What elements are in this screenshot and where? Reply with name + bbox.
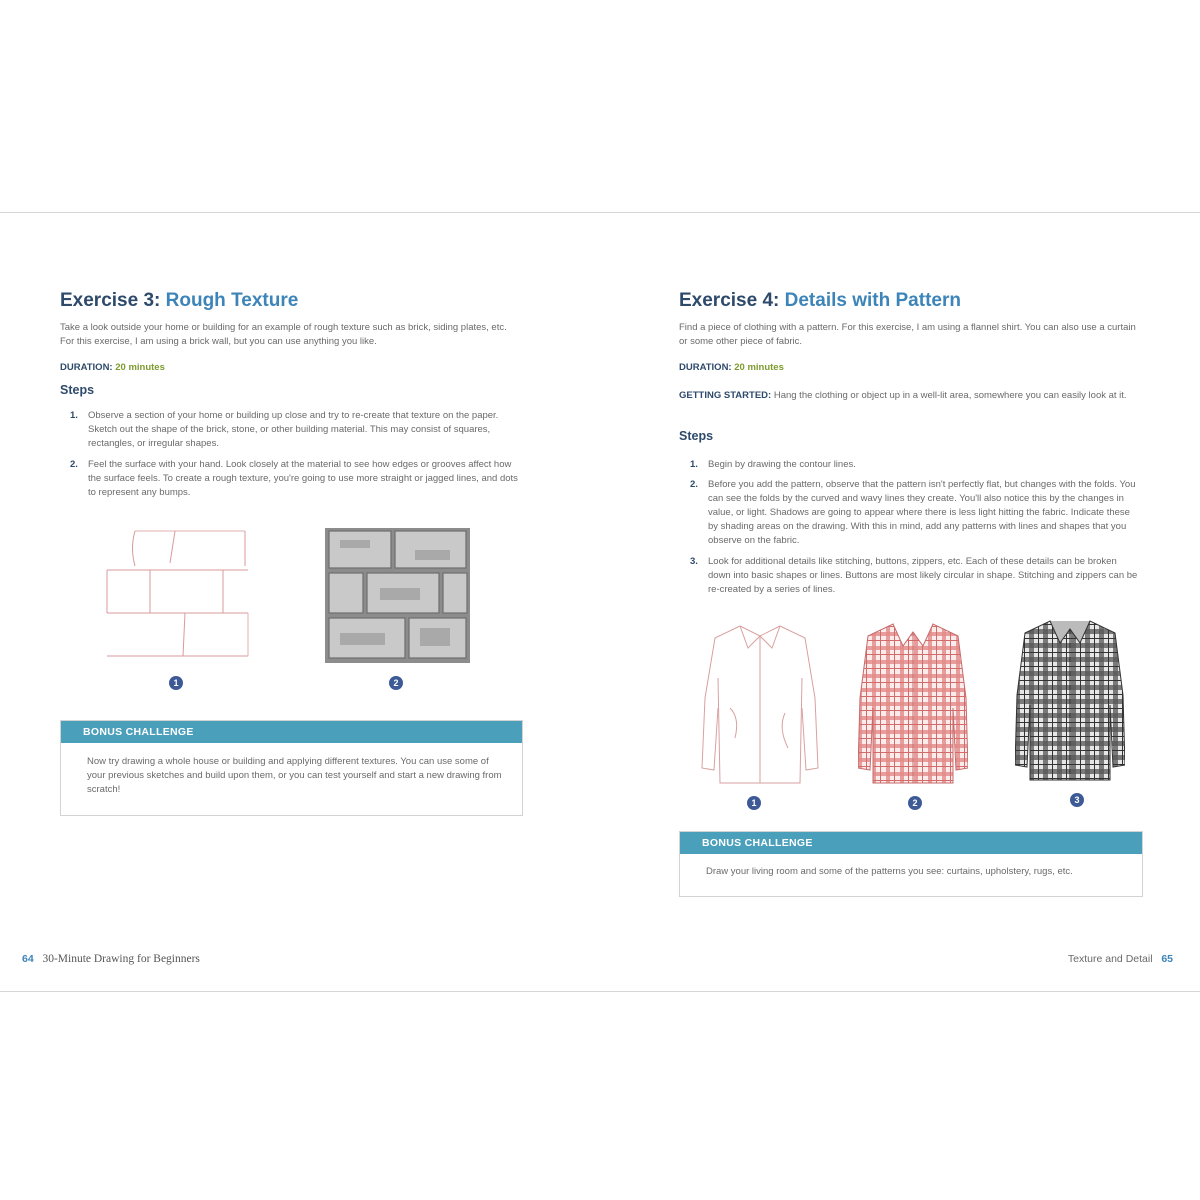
getting-started-label: GETTING STARTED: <box>679 390 772 401</box>
exercise-4-title <box>679 290 961 312</box>
bonus-challenge-text: Draw your living room and some of the patterns you see: curtains, upholstery, rugs, etc. <box>706 866 1073 877</box>
page-number-left: 64 <box>22 953 34 965</box>
exercise-4-intro: Find a piece of clothing with a pattern. For this exercise, I am using a flannel shirt. You can also use a curtain or some other piece of fabric. <box>679 322 1136 347</box>
page-number-right: 65 <box>1161 953 1173 965</box>
right-footer <box>1068 953 1173 965</box>
step-text: Observe a section of your home or building up close and try to re-create that texture on the paper. Sketch out the shape of the brick, stone, or other building material. This may consist of squares, rectangles, or irregular shapes. <box>88 410 499 449</box>
figure-badge-2: 2 <box>389 676 403 690</box>
bonus-challenge-title: BONUS CHALLENGE <box>61 721 522 743</box>
exercise-3-title <box>60 290 298 312</box>
right-page <box>600 213 1200 991</box>
exercise-4-duration <box>679 361 784 375</box>
exercise-4-prefix: Exercise 4: <box>679 290 780 311</box>
step-number: 2. <box>70 459 78 470</box>
duration-label: DURATION: <box>60 362 113 373</box>
bonus-challenge-box <box>60 720 523 816</box>
getting-started-text: Hang the clothing or object up in a well-lit area, somewhere you can easily look at it. <box>773 390 1127 401</box>
steps-heading: Steps <box>60 383 95 397</box>
duration-label: DURATION: <box>679 362 732 373</box>
step-item <box>690 555 1140 599</box>
step-item <box>690 478 1140 550</box>
shirt-red-plaid-drawing <box>858 618 968 790</box>
figure-badge-1: 1 <box>747 796 761 810</box>
bonus-challenge-box <box>679 831 1143 897</box>
steps-heading: Steps <box>679 429 714 443</box>
step-number: 1. <box>70 410 78 421</box>
brick-shaded-drawing <box>325 528 470 663</box>
exercise-3-prefix: Exercise 3: <box>60 290 161 311</box>
bonus-challenge-title: BONUS CHALLENGE <box>680 832 1142 854</box>
duration-value: 20 minutes <box>115 362 165 373</box>
getting-started <box>679 389 1141 403</box>
bonus-challenge-text: Now try drawing a whole house or building and applying different textures. You can use some of your previous sketches and build upon them, or you can test yourself and start a new drawing from scratch! <box>87 756 502 795</box>
left-page <box>0 213 600 991</box>
shirt-outline-sketch <box>700 618 820 793</box>
figure-badge-3: 3 <box>1070 793 1084 807</box>
step-text: Look for additional details like stitching, buttons, zippers, etc. Each of these details can be broken down into basic shapes or lines. Buttons are most likely circular in shape. Stitching and zippers can be re-created by a series of lines. <box>708 556 1138 595</box>
exercise-3-duration <box>60 361 165 375</box>
shirt-gray-plaid-drawing <box>1015 615 1125 787</box>
duration-value: 20 minutes <box>734 362 784 373</box>
step-number: 2. <box>690 479 698 490</box>
book-spread <box>0 212 1200 992</box>
step-item <box>70 458 518 502</box>
section-title: Texture and Detail <box>1067 953 1153 965</box>
brick-outline-sketch <box>105 528 250 663</box>
step-text: Begin by drawing the contour lines. <box>708 459 856 470</box>
figure-badge-1: 1 <box>169 676 183 690</box>
step-text: Feel the surface with your hand. Look closely at the material to see how edges or grooves affect how the surface feels. To create a rough texture, you're going to use more straight or jagged lines, and dots to represent any bumps. <box>88 459 518 498</box>
step-number: 3. <box>690 556 698 567</box>
step-number: 1. <box>690 459 698 470</box>
exercise-3-name: Rough Texture <box>165 290 299 311</box>
figure-badge-2: 2 <box>908 796 922 810</box>
step-text: Before you add the pattern, observe that the pattern isn't perfectly flat, but changes with the folds. You can see the folds by the curved and wavy lines they create. You'll also notice this by the changes in value, or light. Shadows are going to appear where there is less light hitting the fabric. Indicate these by shading areas on the drawing. With this in mind, add any patterns with lines and shapes that you observe on the fabric. <box>708 479 1136 546</box>
exercise-4-name: Details with Pattern <box>784 290 961 311</box>
book-title: 30-Minute Drawing for Beginners <box>42 953 200 965</box>
exercise-3-intro: Take a look outside your home or building for an example of rough texture such as brick, siding plates, etc. For this exercise, I am using a brick wall, but you can use anything you like. <box>60 322 507 347</box>
step-item <box>690 458 1140 474</box>
left-footer <box>22 953 200 965</box>
step-item <box>70 409 518 453</box>
